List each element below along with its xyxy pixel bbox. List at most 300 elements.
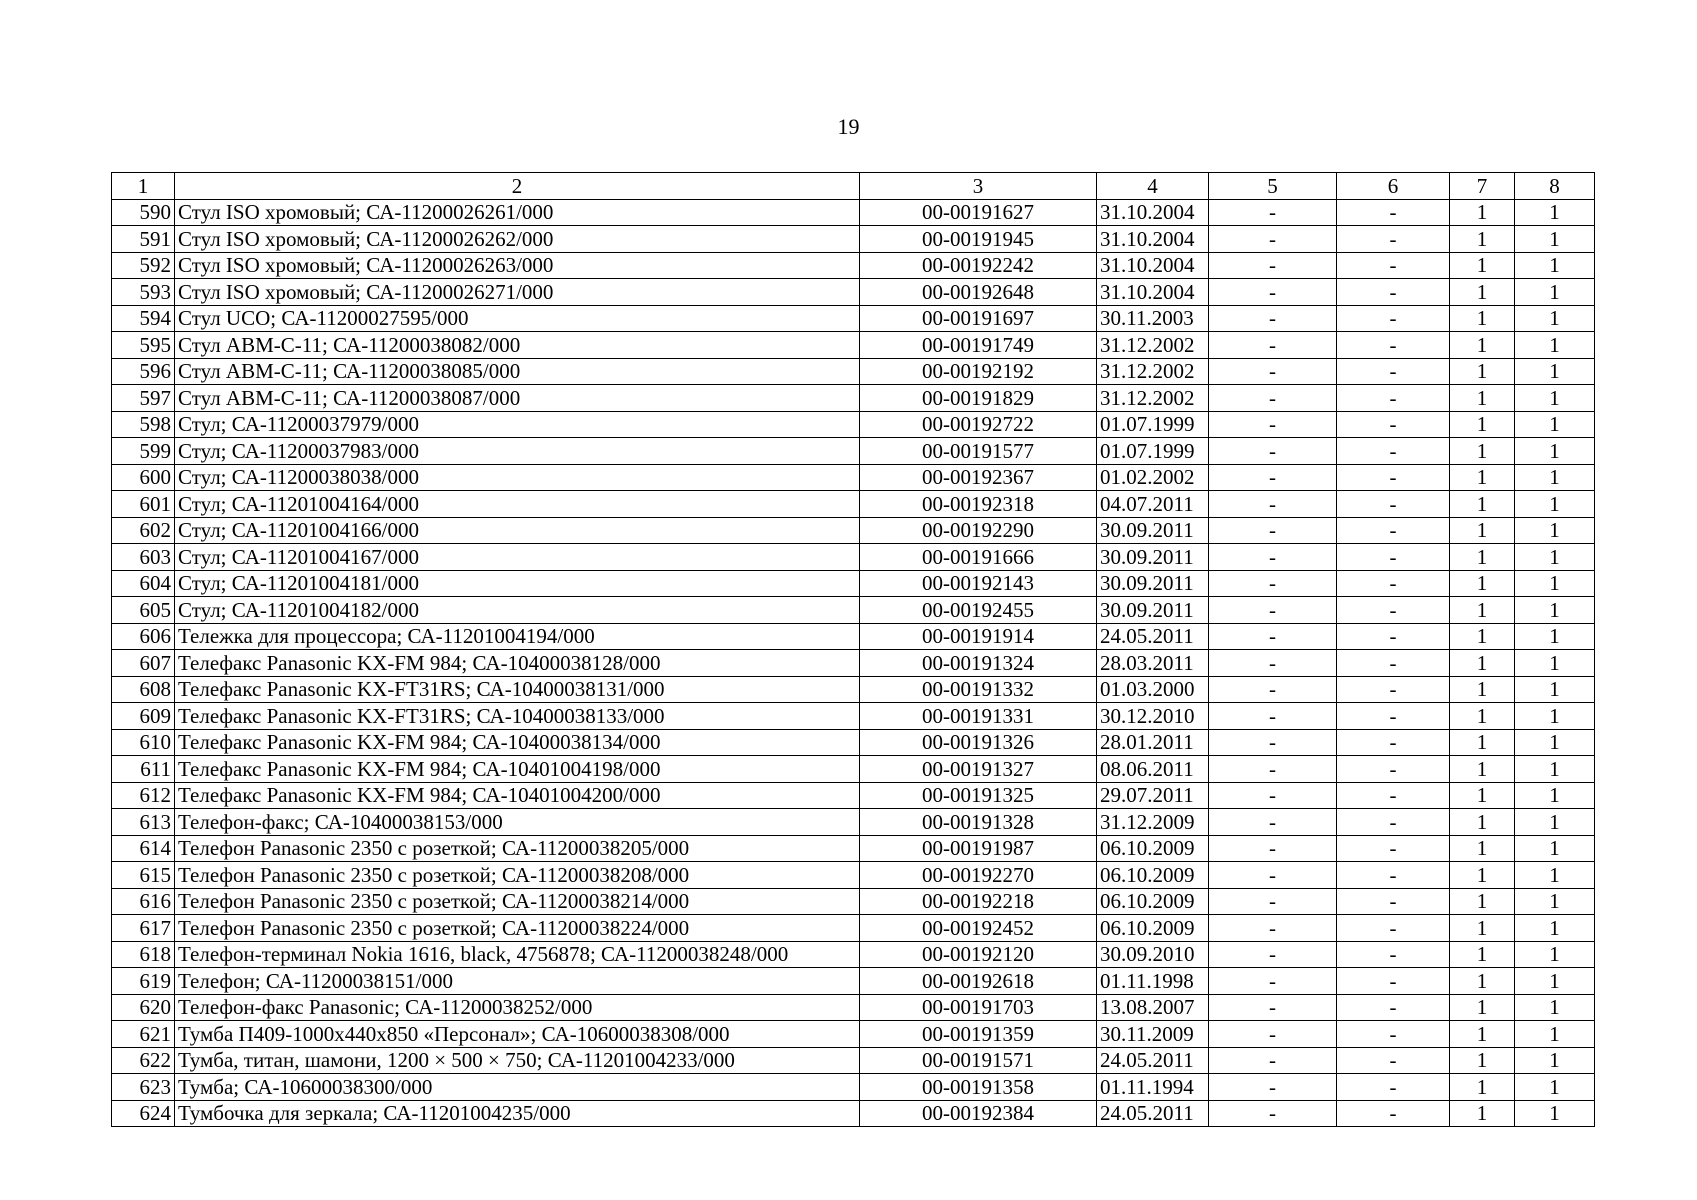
date: 30.11.2003	[1097, 305, 1209, 332]
col5-value: -	[1209, 809, 1337, 836]
date: 30.09.2011	[1097, 570, 1209, 597]
item-description: Стул; СА-11201004182/000	[175, 597, 860, 624]
col5-value: -	[1209, 623, 1337, 650]
col6-value: -	[1337, 570, 1450, 597]
date: 06.10.2009	[1097, 862, 1209, 889]
col6-value: -	[1337, 385, 1450, 412]
row-number: 624	[112, 1100, 175, 1127]
date: 31.10.2004	[1097, 252, 1209, 279]
table-row	[112, 994, 1595, 1021]
col7-value: 1	[1450, 809, 1515, 836]
col5-value: -	[1209, 1047, 1337, 1074]
col8-value: 1	[1515, 968, 1595, 995]
date: 30.09.2011	[1097, 544, 1209, 571]
date: 08.06.2011	[1097, 756, 1209, 783]
inventory-number: 00-00191328	[860, 809, 1097, 836]
table-row	[112, 915, 1595, 942]
table-row	[112, 597, 1595, 624]
inventory-number: 00-00191987	[860, 835, 1097, 862]
inventory-number: 00-00191945	[860, 226, 1097, 253]
col7-value: 1	[1450, 650, 1515, 677]
col6-value: -	[1337, 517, 1450, 544]
date: 01.03.2000	[1097, 676, 1209, 703]
item-description: Стул ISO хромовый; СА-11200026261/000	[175, 199, 860, 226]
col7-value: 1	[1450, 199, 1515, 226]
row-number: 591	[112, 226, 175, 253]
col7-value: 1	[1450, 544, 1515, 571]
col6-value: -	[1337, 1074, 1450, 1101]
col5-value: -	[1209, 915, 1337, 942]
col8-value: 1	[1515, 199, 1595, 226]
row-number: 597	[112, 385, 175, 412]
column-header: 6	[1337, 173, 1450, 200]
column-header: 5	[1209, 173, 1337, 200]
col7-value: 1	[1450, 888, 1515, 915]
inventory-number: 00-00192452	[860, 915, 1097, 942]
page-number: 19	[837, 114, 860, 139]
inventory-number: 00-00191324	[860, 650, 1097, 677]
column-header: 3	[860, 173, 1097, 200]
inventory-number: 00-00192384	[860, 1100, 1097, 1127]
col5-value: -	[1209, 305, 1337, 332]
table-row	[112, 464, 1595, 491]
inventory-number: 00-00192618	[860, 968, 1097, 995]
item-description: Стул; СА-11201004167/000	[175, 544, 860, 571]
col7-value: 1	[1450, 385, 1515, 412]
row-number: 618	[112, 941, 175, 968]
col7-value: 1	[1450, 994, 1515, 1021]
col7-value: 1	[1450, 226, 1515, 253]
col6-value: -	[1337, 252, 1450, 279]
inventory-number: 00-00191327	[860, 756, 1097, 783]
col6-value: -	[1337, 888, 1450, 915]
inventory-number: 00-00192318	[860, 491, 1097, 518]
col5-value: -	[1209, 782, 1337, 809]
date: 30.12.2010	[1097, 703, 1209, 730]
table-row	[112, 570, 1595, 597]
row-number: 607	[112, 650, 175, 677]
inventory-number: 00-00191697	[860, 305, 1097, 332]
col8-value: 1	[1515, 491, 1595, 518]
row-number: 594	[112, 305, 175, 332]
row-number: 611	[112, 756, 175, 783]
row-number: 605	[112, 597, 175, 624]
date: 01.11.1998	[1097, 968, 1209, 995]
row-number: 623	[112, 1074, 175, 1101]
inventory-number: 00-00191749	[860, 332, 1097, 359]
row-number: 613	[112, 809, 175, 836]
inventory-number: 00-00191332	[860, 676, 1097, 703]
table-row	[112, 332, 1595, 359]
col8-value: 1	[1515, 464, 1595, 491]
inventory-number: 00-00192722	[860, 411, 1097, 438]
col5-value: -	[1209, 597, 1337, 624]
inventory-number: 00-00192270	[860, 862, 1097, 889]
item-description: Телефон-факс; СА-10400038153/000	[175, 809, 860, 836]
inventory-number: 00-00191666	[860, 544, 1097, 571]
col5-value: -	[1209, 411, 1337, 438]
col8-value: 1	[1515, 1047, 1595, 1074]
col8-value: 1	[1515, 1021, 1595, 1048]
col7-value: 1	[1450, 756, 1515, 783]
col8-value: 1	[1515, 782, 1595, 809]
col6-value: -	[1337, 305, 1450, 332]
table-row	[112, 358, 1595, 385]
table-row	[112, 862, 1595, 889]
col6-value: -	[1337, 332, 1450, 359]
row-number: 602	[112, 517, 175, 544]
date: 24.05.2011	[1097, 1047, 1209, 1074]
col8-value: 1	[1515, 1100, 1595, 1127]
col8-value: 1	[1515, 305, 1595, 332]
col6-value: -	[1337, 676, 1450, 703]
col7-value: 1	[1450, 517, 1515, 544]
item-description: Телефон-терминал Nokia 1616, black, 4756878; СА-11200038248/000	[175, 941, 860, 968]
inventory-number: 00-00192290	[860, 517, 1097, 544]
item-description: Телефакс Panasonic KX-FM 984; СА-10401004198/000	[175, 756, 860, 783]
date: 24.05.2011	[1097, 623, 1209, 650]
col7-value: 1	[1450, 1047, 1515, 1074]
table-row	[112, 756, 1595, 783]
col7-value: 1	[1450, 252, 1515, 279]
col8-value: 1	[1515, 279, 1595, 306]
date: 30.11.2009	[1097, 1021, 1209, 1048]
row-number: 617	[112, 915, 175, 942]
col8-value: 1	[1515, 915, 1595, 942]
item-description: Тумба, титан, шамони, 1200 × 500 × 750; СА-11201004233/000	[175, 1047, 860, 1074]
table-row	[112, 544, 1595, 571]
table-row	[112, 305, 1595, 332]
col8-value: 1	[1515, 809, 1595, 836]
col8-value: 1	[1515, 517, 1595, 544]
row-number: 619	[112, 968, 175, 995]
col6-value: -	[1337, 941, 1450, 968]
col8-value: 1	[1515, 941, 1595, 968]
date: 31.10.2004	[1097, 226, 1209, 253]
col7-value: 1	[1450, 1100, 1515, 1127]
item-description: Тумба; СА-10600038300/000	[175, 1074, 860, 1101]
inventory-number: 00-00191914	[860, 623, 1097, 650]
item-description: Тумба П409-1000х440х850 «Персонал»; СА-10600038308/000	[175, 1021, 860, 1048]
col5-value: -	[1209, 941, 1337, 968]
date: 01.07.1999	[1097, 438, 1209, 465]
item-description: Стул АВМ-С-11; СА-11200038087/000	[175, 385, 860, 412]
col6-value: -	[1337, 756, 1450, 783]
table-row	[112, 1021, 1595, 1048]
col6-value: -	[1337, 994, 1450, 1021]
inventory-number: 00-00191325	[860, 782, 1097, 809]
row-number: 606	[112, 623, 175, 650]
col5-value: -	[1209, 676, 1337, 703]
col5-value: -	[1209, 968, 1337, 995]
col6-value: -	[1337, 491, 1450, 518]
date: 31.10.2004	[1097, 199, 1209, 226]
col7-value: 1	[1450, 835, 1515, 862]
col7-value: 1	[1450, 491, 1515, 518]
col7-value: 1	[1450, 623, 1515, 650]
row-number: 601	[112, 491, 175, 518]
table-row	[112, 199, 1595, 226]
inventory-number: 00-00191829	[860, 385, 1097, 412]
col5-value: -	[1209, 544, 1337, 571]
date: 31.12.2002	[1097, 358, 1209, 385]
inventory-number: 00-00191571	[860, 1047, 1097, 1074]
column-header: 1	[112, 173, 175, 200]
row-number: 622	[112, 1047, 175, 1074]
table-row	[112, 968, 1595, 995]
table-row	[112, 1100, 1595, 1127]
item-description: Телефакс Panasonic KX-FM 984; СА-10401004200/000	[175, 782, 860, 809]
date: 28.01.2011	[1097, 729, 1209, 756]
inventory-number: 00-00191358	[860, 1074, 1097, 1101]
col6-value: -	[1337, 729, 1450, 756]
col6-value: -	[1337, 199, 1450, 226]
col7-value: 1	[1450, 941, 1515, 968]
table-body	[112, 173, 1595, 1127]
col8-value: 1	[1515, 756, 1595, 783]
table-row	[112, 835, 1595, 862]
col8-value: 1	[1515, 835, 1595, 862]
inventory-number: 00-00192192	[860, 358, 1097, 385]
col5-value: -	[1209, 888, 1337, 915]
date: 30.09.2010	[1097, 941, 1209, 968]
item-description: Телефакс Panasonic KX-FM 984; СА-10400038128/000	[175, 650, 860, 677]
item-description: Стул; СА-11200038038/000	[175, 464, 860, 491]
col5-value: -	[1209, 703, 1337, 730]
item-description: Стул АВМ-С-11; СА-11200038085/000	[175, 358, 860, 385]
col8-value: 1	[1515, 252, 1595, 279]
row-number: 595	[112, 332, 175, 359]
col8-value: 1	[1515, 650, 1595, 677]
col8-value: 1	[1515, 729, 1595, 756]
item-description: Тележка для процессора; СА-11201004194/000	[175, 623, 860, 650]
row-number: 616	[112, 888, 175, 915]
inventory-number: 00-00192455	[860, 597, 1097, 624]
col8-value: 1	[1515, 332, 1595, 359]
item-description: Стул; СА-11200037979/000	[175, 411, 860, 438]
col8-value: 1	[1515, 226, 1595, 253]
col5-value: -	[1209, 226, 1337, 253]
inventory-number: 00-00191577	[860, 438, 1097, 465]
row-number: 614	[112, 835, 175, 862]
column-header: 2	[175, 173, 860, 200]
column-header: 4	[1097, 173, 1209, 200]
inventory-number: 00-00192218	[860, 888, 1097, 915]
col5-value: -	[1209, 650, 1337, 677]
date: 31.12.2009	[1097, 809, 1209, 836]
item-description: Телефакс Panasonic KX-FT31RS; СА-10400038133/000	[175, 703, 860, 730]
table-row	[112, 279, 1595, 306]
item-description: Телефон Panasonic 2350 с розеткой; СА-11200038208/000	[175, 862, 860, 889]
item-description: Телефакс Panasonic KX-FT31RS; СА-10400038131/000	[175, 676, 860, 703]
row-number: 615	[112, 862, 175, 889]
col5-value: -	[1209, 1100, 1337, 1127]
inventory-number: 00-00191326	[860, 729, 1097, 756]
col7-value: 1	[1450, 1021, 1515, 1048]
col8-value: 1	[1515, 385, 1595, 412]
date: 01.11.1994	[1097, 1074, 1209, 1101]
table-row	[112, 411, 1595, 438]
row-number: 603	[112, 544, 175, 571]
table-row	[112, 888, 1595, 915]
col7-value: 1	[1450, 332, 1515, 359]
table-row	[112, 941, 1595, 968]
col8-value: 1	[1515, 703, 1595, 730]
col6-value: -	[1337, 862, 1450, 889]
row-number: 600	[112, 464, 175, 491]
date: 24.05.2011	[1097, 1100, 1209, 1127]
col8-value: 1	[1515, 888, 1595, 915]
col8-value: 1	[1515, 862, 1595, 889]
row-number: 604	[112, 570, 175, 597]
item-description: Телефон Panasonic 2350 с розеткой; СА-11200038205/000	[175, 835, 860, 862]
col7-value: 1	[1450, 570, 1515, 597]
col6-value: -	[1337, 835, 1450, 862]
col5-value: -	[1209, 464, 1337, 491]
table-row	[112, 1047, 1595, 1074]
col6-value: -	[1337, 279, 1450, 306]
col5-value: -	[1209, 252, 1337, 279]
date: 31.10.2004	[1097, 279, 1209, 306]
col8-value: 1	[1515, 676, 1595, 703]
item-description: Телефон; СА-11200038151/000	[175, 968, 860, 995]
col8-value: 1	[1515, 597, 1595, 624]
item-description: Стул; СА-11201004164/000	[175, 491, 860, 518]
table-row	[112, 491, 1595, 518]
col5-value: -	[1209, 570, 1337, 597]
table-row	[112, 703, 1595, 730]
col7-value: 1	[1450, 862, 1515, 889]
col8-value: 1	[1515, 623, 1595, 650]
col5-value: -	[1209, 1021, 1337, 1048]
item-description: Стул ISO хромовый; СА-11200026271/000	[175, 279, 860, 306]
col7-value: 1	[1450, 1074, 1515, 1101]
col8-value: 1	[1515, 1074, 1595, 1101]
date: 04.07.2011	[1097, 491, 1209, 518]
col6-value: -	[1337, 650, 1450, 677]
row-number: 590	[112, 199, 175, 226]
item-description: Тумбочка для зеркала; СА-11201004235/000	[175, 1100, 860, 1127]
col6-value: -	[1337, 703, 1450, 730]
col6-value: -	[1337, 968, 1450, 995]
date: 06.10.2009	[1097, 835, 1209, 862]
col5-value: -	[1209, 1074, 1337, 1101]
inventory-number: 00-00191359	[860, 1021, 1097, 1048]
table-row	[112, 809, 1595, 836]
row-number: 608	[112, 676, 175, 703]
date: 30.09.2011	[1097, 517, 1209, 544]
col6-value: -	[1337, 597, 1450, 624]
col6-value: -	[1337, 1021, 1450, 1048]
col8-value: 1	[1515, 544, 1595, 571]
col7-value: 1	[1450, 411, 1515, 438]
table-row	[112, 729, 1595, 756]
row-number: 609	[112, 703, 175, 730]
row-number: 598	[112, 411, 175, 438]
col5-value: -	[1209, 332, 1337, 359]
table-row	[112, 517, 1595, 544]
col6-value: -	[1337, 438, 1450, 465]
col5-value: -	[1209, 385, 1337, 412]
col8-value: 1	[1515, 570, 1595, 597]
date: 13.08.2007	[1097, 994, 1209, 1021]
col5-value: -	[1209, 862, 1337, 889]
col6-value: -	[1337, 623, 1450, 650]
col6-value: -	[1337, 358, 1450, 385]
inventory-number: 00-00192648	[860, 279, 1097, 306]
row-number: 621	[112, 1021, 175, 1048]
item-description: Телефакс Panasonic KX-FM 984; СА-10400038134/000	[175, 729, 860, 756]
col7-value: 1	[1450, 464, 1515, 491]
table-row	[112, 226, 1595, 253]
row-number: 592	[112, 252, 175, 279]
col5-value: -	[1209, 729, 1337, 756]
item-description: Стул; СА-11201004181/000	[175, 570, 860, 597]
inventory-number: 00-00192367	[860, 464, 1097, 491]
col7-value: 1	[1450, 915, 1515, 942]
col8-value: 1	[1515, 438, 1595, 465]
table-row	[112, 252, 1595, 279]
col5-value: -	[1209, 491, 1337, 518]
table-row	[112, 782, 1595, 809]
date: 06.10.2009	[1097, 915, 1209, 942]
date: 06.10.2009	[1097, 888, 1209, 915]
col7-value: 1	[1450, 782, 1515, 809]
inventory-number: 00-00192120	[860, 941, 1097, 968]
col5-value: -	[1209, 199, 1337, 226]
item-description: Телефон-факс Panasonic; СА-11200038252/000	[175, 994, 860, 1021]
inventory-number: 00-00191331	[860, 703, 1097, 730]
col6-value: -	[1337, 1047, 1450, 1074]
col6-value: -	[1337, 915, 1450, 942]
inventory-number: 00-00192143	[860, 570, 1097, 597]
date: 01.02.2002	[1097, 464, 1209, 491]
row-number: 620	[112, 994, 175, 1021]
item-description: Стул ISO хромовый; СА-11200026263/000	[175, 252, 860, 279]
item-description: Стул; СА-11201004166/000	[175, 517, 860, 544]
col7-value: 1	[1450, 676, 1515, 703]
item-description: Стул ISO хромовый; СА-11200026262/000	[175, 226, 860, 253]
item-description: Стул АВМ-С-11; СА-11200038082/000	[175, 332, 860, 359]
date: 29.07.2011	[1097, 782, 1209, 809]
col7-value: 1	[1450, 703, 1515, 730]
col6-value: -	[1337, 411, 1450, 438]
column-header: 7	[1450, 173, 1515, 200]
col6-value: -	[1337, 809, 1450, 836]
col6-value: -	[1337, 464, 1450, 491]
item-description: Телефон Panasonic 2350 с розеткой; СА-11200038214/000	[175, 888, 860, 915]
table-row	[112, 623, 1595, 650]
col7-value: 1	[1450, 968, 1515, 995]
table-row	[112, 438, 1595, 465]
col5-value: -	[1209, 438, 1337, 465]
item-description: Стул; СА-11200037983/000	[175, 438, 860, 465]
item-description: Стул UCO; СА-11200027595/000	[175, 305, 860, 332]
inventory-number: 00-00192242	[860, 252, 1097, 279]
col6-value: -	[1337, 544, 1450, 571]
col8-value: 1	[1515, 358, 1595, 385]
table-row	[112, 676, 1595, 703]
row-number: 596	[112, 358, 175, 385]
row-number: 593	[112, 279, 175, 306]
inventory-number: 00-00191627	[860, 199, 1097, 226]
col5-value: -	[1209, 279, 1337, 306]
col5-value: -	[1209, 358, 1337, 385]
table-row	[112, 385, 1595, 412]
item-description: Телефон Panasonic 2350 с розеткой; СА-11200038224/000	[175, 915, 860, 942]
row-number: 612	[112, 782, 175, 809]
col7-value: 1	[1450, 438, 1515, 465]
